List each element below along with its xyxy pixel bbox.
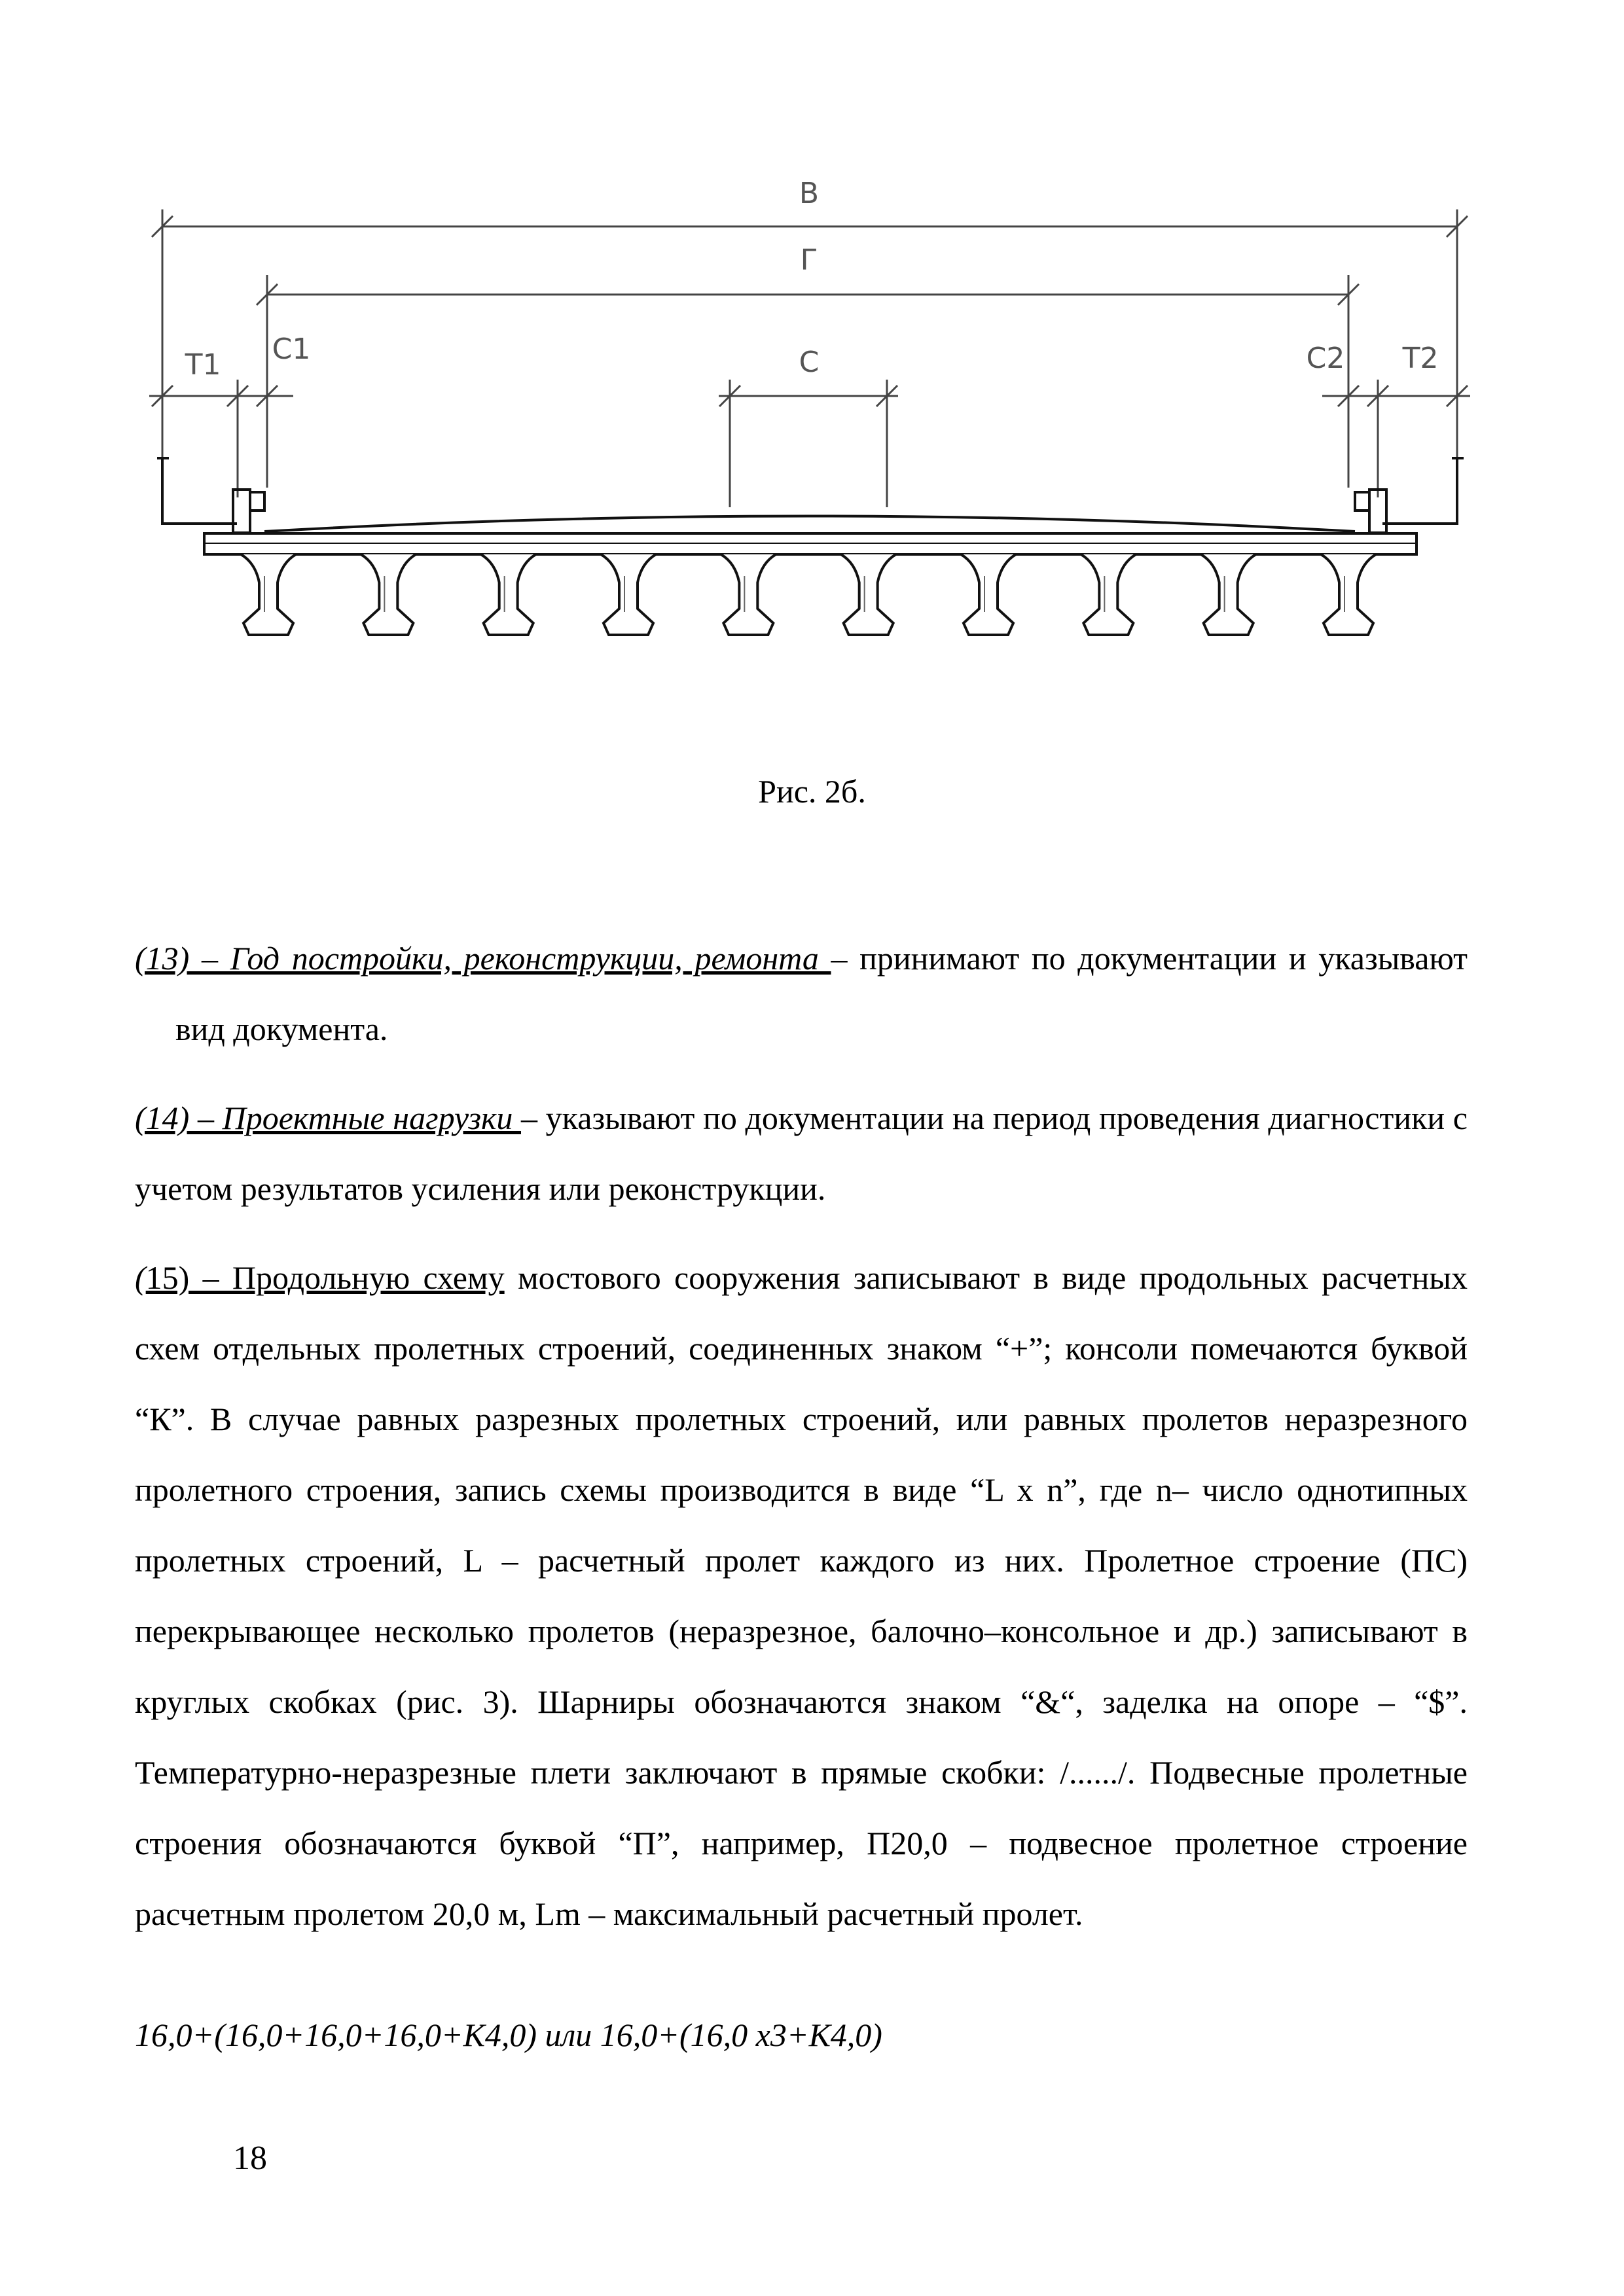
- paragraph-13-text: – принимают по документации и указывают вид документа.: [175, 940, 1468, 1047]
- paragraph-14-label: (14) – Проектные нагрузки: [135, 1100, 521, 1136]
- dim-label-b: В: [799, 177, 820, 210]
- beam-rib: [1321, 554, 1376, 635]
- dim-label-c2: С2: [1306, 342, 1345, 375]
- beam-rib: [841, 554, 896, 635]
- right-curb-cap: [1355, 492, 1369, 511]
- paragraph-14-text: – указывают по документации на период проведения диагностики с учетом результатов усиления или реконструкции.: [135, 1100, 1468, 1207]
- beam-rib: [1081, 554, 1136, 635]
- left-curb-cap: [250, 492, 264, 511]
- paragraph-14: [135, 1083, 1468, 1224]
- span-scheme-formula: 16,0+(16,0+16,0+16,0+К4,0) или 16,0+(16,0 х3+К4,0): [135, 2017, 882, 2053]
- paragraph-13-label: (13) – Год постройки, реконструкции, ремонта: [135, 940, 831, 977]
- pavement-surface: [264, 516, 1355, 532]
- beam-rib: [241, 554, 296, 635]
- bridge-cross-section-drawing: [0, 0, 1624, 733]
- dim-label-c1: С1: [272, 332, 311, 366]
- paragraph-13: [135, 923, 1468, 1064]
- paragraph-15-text: мостового сооружения записывают в виде продольных расчетных схем отдельных пролетных строений, соединенных знаком “+”; консоли помечаются буквой “К”. В случае равных разрезных пролетных строений, или равных пролетов неразрезного пролетного строения, запись схемы производится в виде “L x n”, где n– число однотипных пролетных строений, L – расчетный пролет каждого из них. Пролетное строение (ПС) перекрывающее несколько пролетов (неразрезное, балочно–консольное и др.) записывают в круглых скобках (рис. 3). Шарниры обозначаются знаком “&“, заделка на опоре – “$”. Температурно-неразрезные плети заключают в прямые скобки: /....../. Подвесные пролетные строения обозначаются буквой “П”, например, П20,0 – подвесное пролетное строение расчетным пролетом 20,0 м, Lm – максимальный расчетный пролет.: [135, 1259, 1468, 1932]
- beam-rib: [601, 554, 656, 635]
- dim-label-g: Г: [800, 243, 818, 277]
- dim-label-t1: Т1: [185, 348, 221, 382]
- right-railing: [1382, 458, 1457, 524]
- paragraph-15: [135, 1242, 1468, 1949]
- sidewalks: [157, 458, 1464, 533]
- beam-rib: [361, 554, 416, 635]
- beam-rib: [481, 554, 536, 635]
- cross-section-svg: [0, 0, 1624, 733]
- left-railing: [162, 458, 237, 524]
- beam-rib: [721, 554, 776, 635]
- paragraph-15-prefix: (: [135, 1259, 146, 1296]
- figure-caption: Рис. 2б.: [758, 773, 866, 810]
- beam-rib: [1201, 554, 1256, 635]
- page-number: 18: [233, 2140, 267, 2177]
- left-curb: [233, 490, 250, 533]
- beams-group: [241, 554, 1376, 635]
- dim-label-t2: Т2: [1402, 342, 1439, 375]
- body-text: [135, 923, 1468, 1967]
- beam-rib: [961, 554, 1016, 635]
- paragraph-15-label: 15) – Продольную схему: [145, 1259, 505, 1296]
- deck-slab: [204, 533, 1416, 554]
- dim-label-c: С: [799, 346, 820, 379]
